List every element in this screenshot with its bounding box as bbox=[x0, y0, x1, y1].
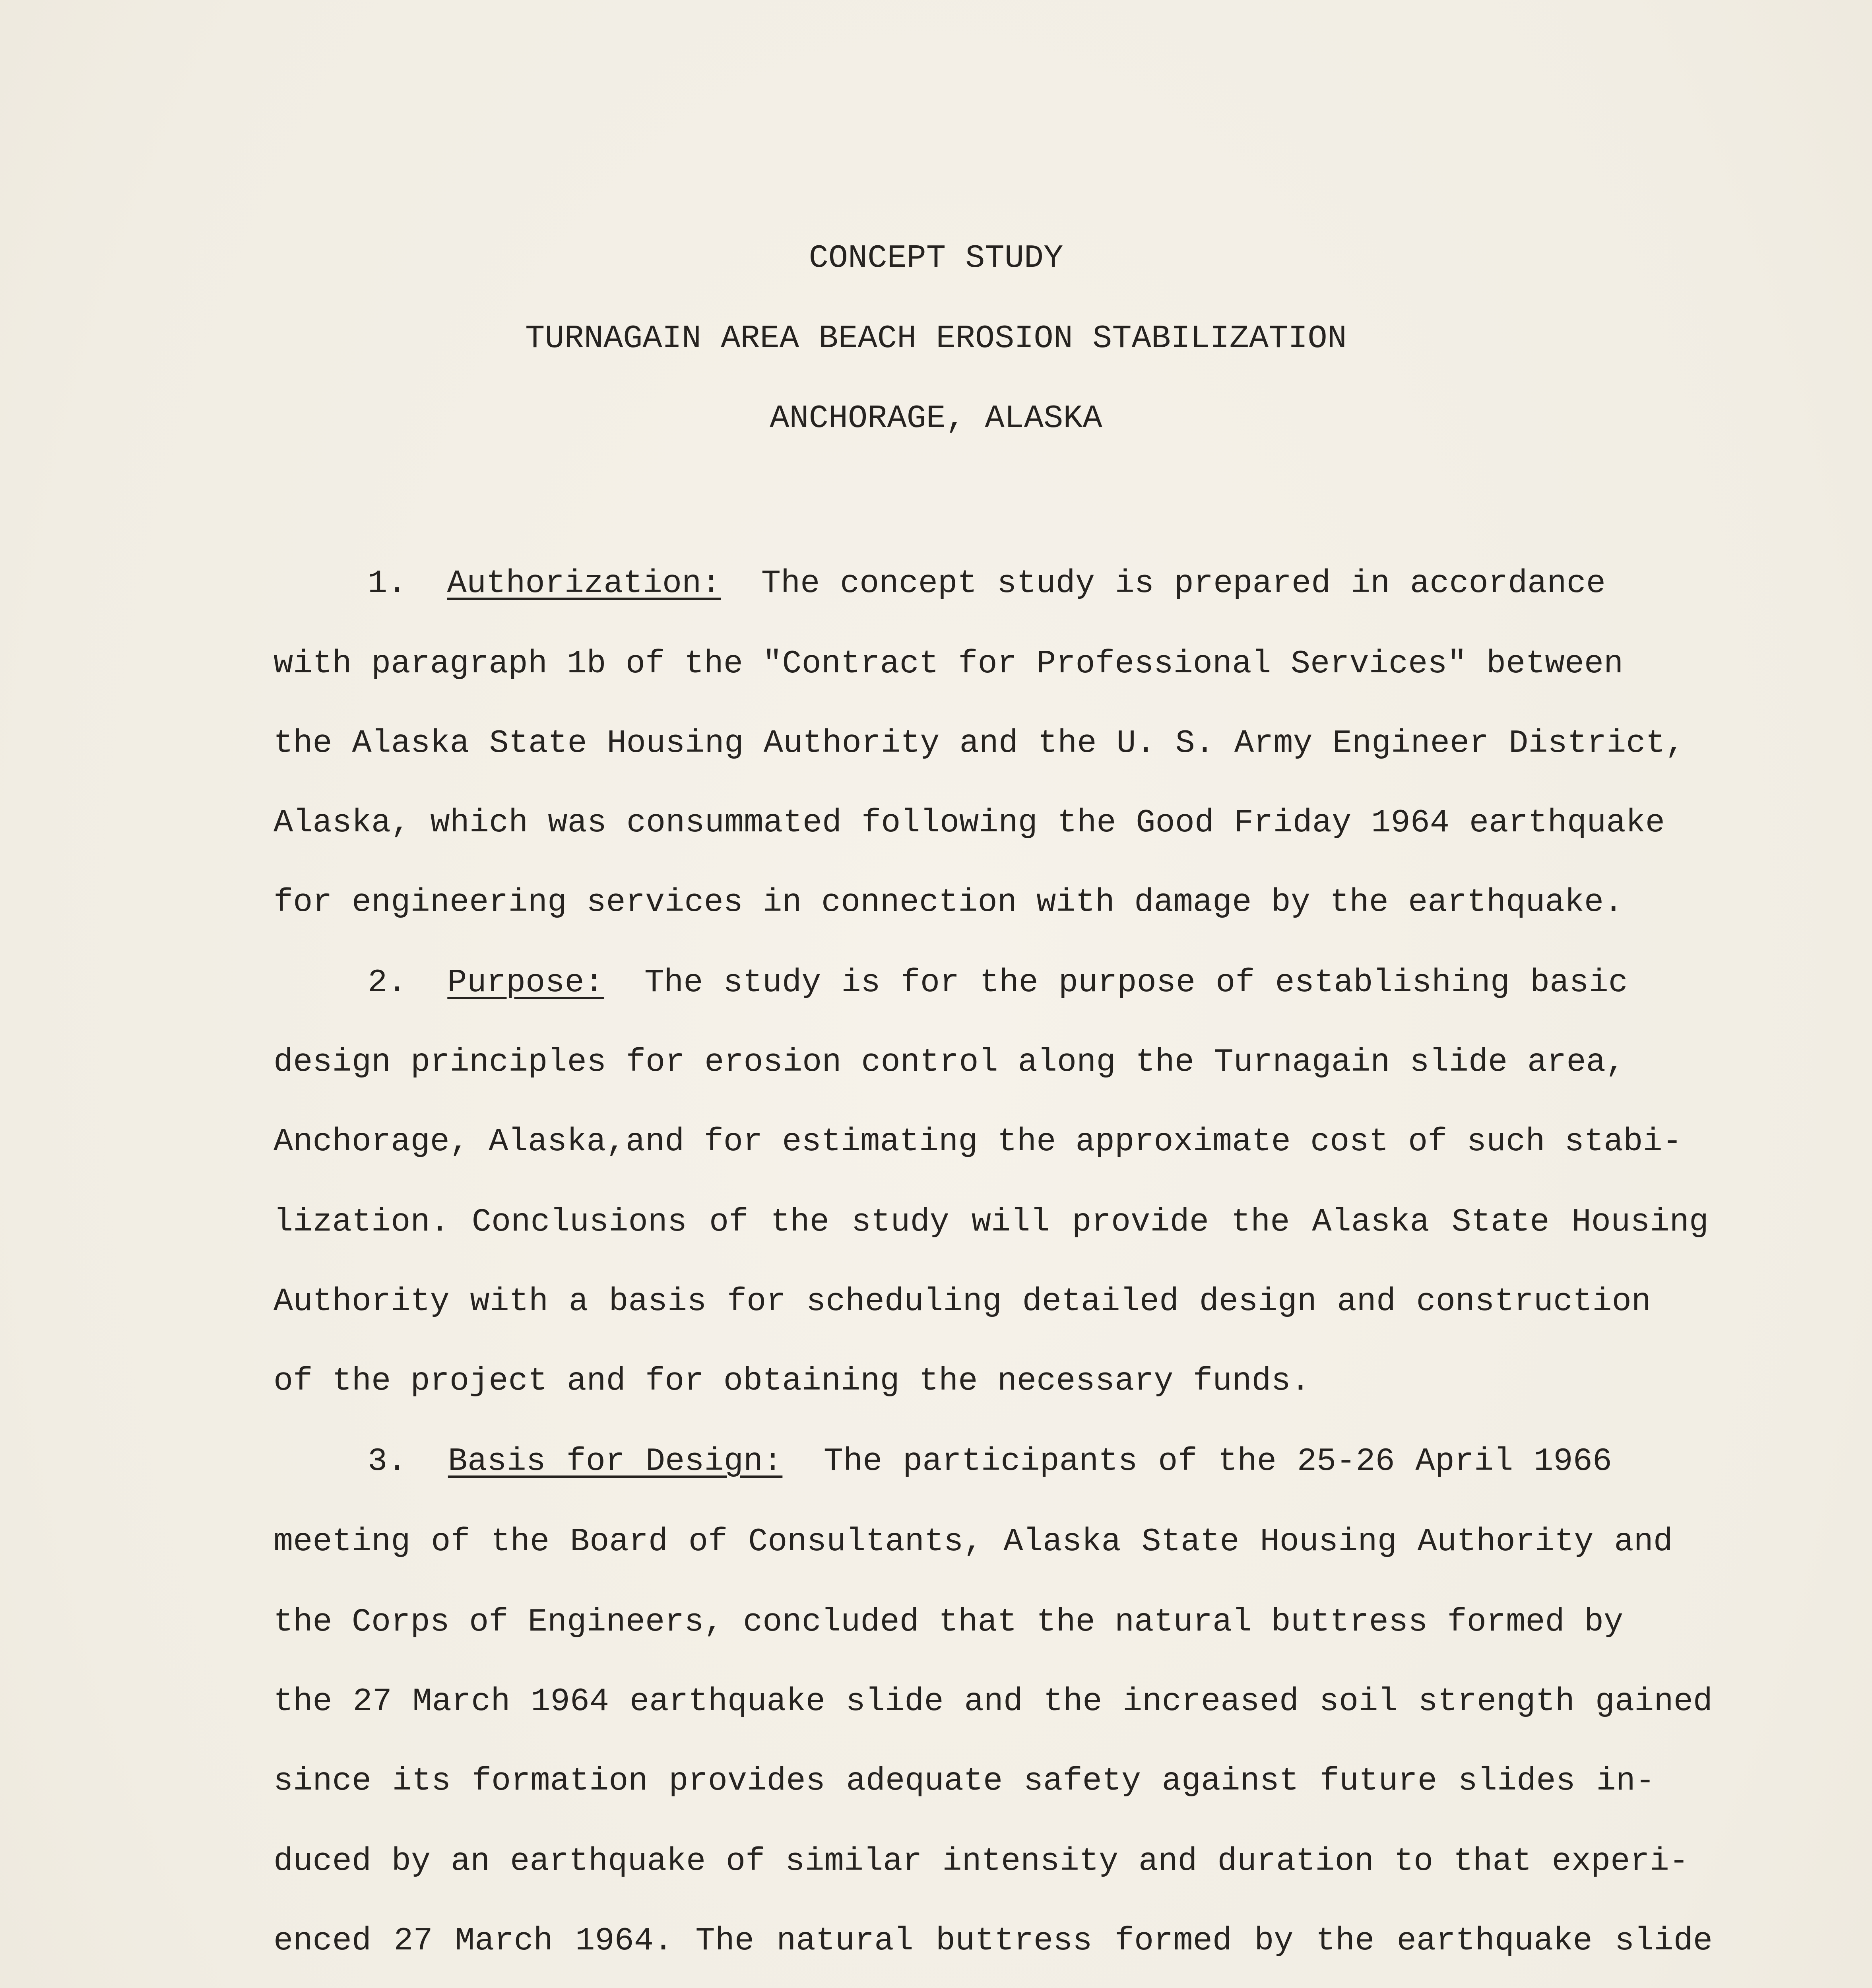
section-1-line-3: the Alaska State Housing Authority and the U. S. Army Engineer District, bbox=[274, 725, 1685, 762]
section-3-line-4: the 27 March 1964 earthquake slide and the increased soil strength gained bbox=[274, 1683, 1713, 1720]
section-3-line-3: the Corps of Engineers, concluded that the natural buttress formed by bbox=[274, 1604, 1624, 1640]
section-3-number: 3. bbox=[368, 1443, 407, 1480]
section-2-line-1: The study is for the purpose of establishing basic bbox=[644, 964, 1628, 1001]
section-2-line-4: lization. Conclusions of the study will provide the Alaska State Housing bbox=[274, 1204, 1709, 1241]
section-2-number: 2. bbox=[368, 964, 407, 1001]
section-2-line-2: design principles for erosion control along the Turnagain slide area, bbox=[274, 1044, 1625, 1081]
section-1-number: 1. bbox=[368, 565, 407, 602]
section-3-line-5: since its formation provides adequate safety against future slides in- bbox=[274, 1763, 1655, 1800]
section-1-line-2: with paragraph 1b of the "Contract for Professional Services" between bbox=[274, 645, 1624, 682]
document-subtitle: TURNAGAIN AREA BEACH EROSION STABILIZATION bbox=[525, 320, 1347, 357]
section-1-heading: Authorization: bbox=[447, 565, 721, 602]
section-3-line-2: meeting of the Board of Consultants, Alaska State Housing Authority and bbox=[274, 1523, 1673, 1560]
section-3-first-line bbox=[368, 1442, 1612, 1481]
section-1-line-4: Alaska, which was consummated following the Good Friday 1964 earthquake bbox=[274, 804, 1665, 841]
section-1-first-line bbox=[368, 564, 1606, 604]
document-title: CONCEPT STUDY bbox=[809, 240, 1063, 277]
section-2-line-6: of the project and for obtaining the necessary funds. bbox=[274, 1363, 1311, 1400]
section-2-first-line bbox=[368, 963, 1628, 1003]
document-location: ANCHORAGE, ALASKA bbox=[770, 400, 1102, 437]
section-3-line-1: The participants of the 25-26 April 1966 bbox=[823, 1443, 1612, 1480]
section-3-heading: Basis for Design: bbox=[448, 1443, 783, 1480]
section-1-line-1: The concept study is prepared in accordance bbox=[761, 565, 1606, 602]
section-2-line-5: Authority with a basis for scheduling detailed design and construction bbox=[274, 1283, 1651, 1320]
section-3-line-7: enced 27 March 1964. The natural buttress formed by the earthquake slide bbox=[274, 1922, 1713, 1959]
section-2-line-3: Anchorage, Alaska,and for estimating the approximate cost of such stabi- bbox=[274, 1123, 1682, 1160]
section-3-line-6: duced by an earthquake of similar intensity and duration to that experi- bbox=[274, 1843, 1689, 1880]
section-2-heading: Purpose: bbox=[447, 964, 604, 1001]
section-1-line-5: for engineering services in connection with damage by the earthquake. bbox=[274, 884, 1624, 921]
